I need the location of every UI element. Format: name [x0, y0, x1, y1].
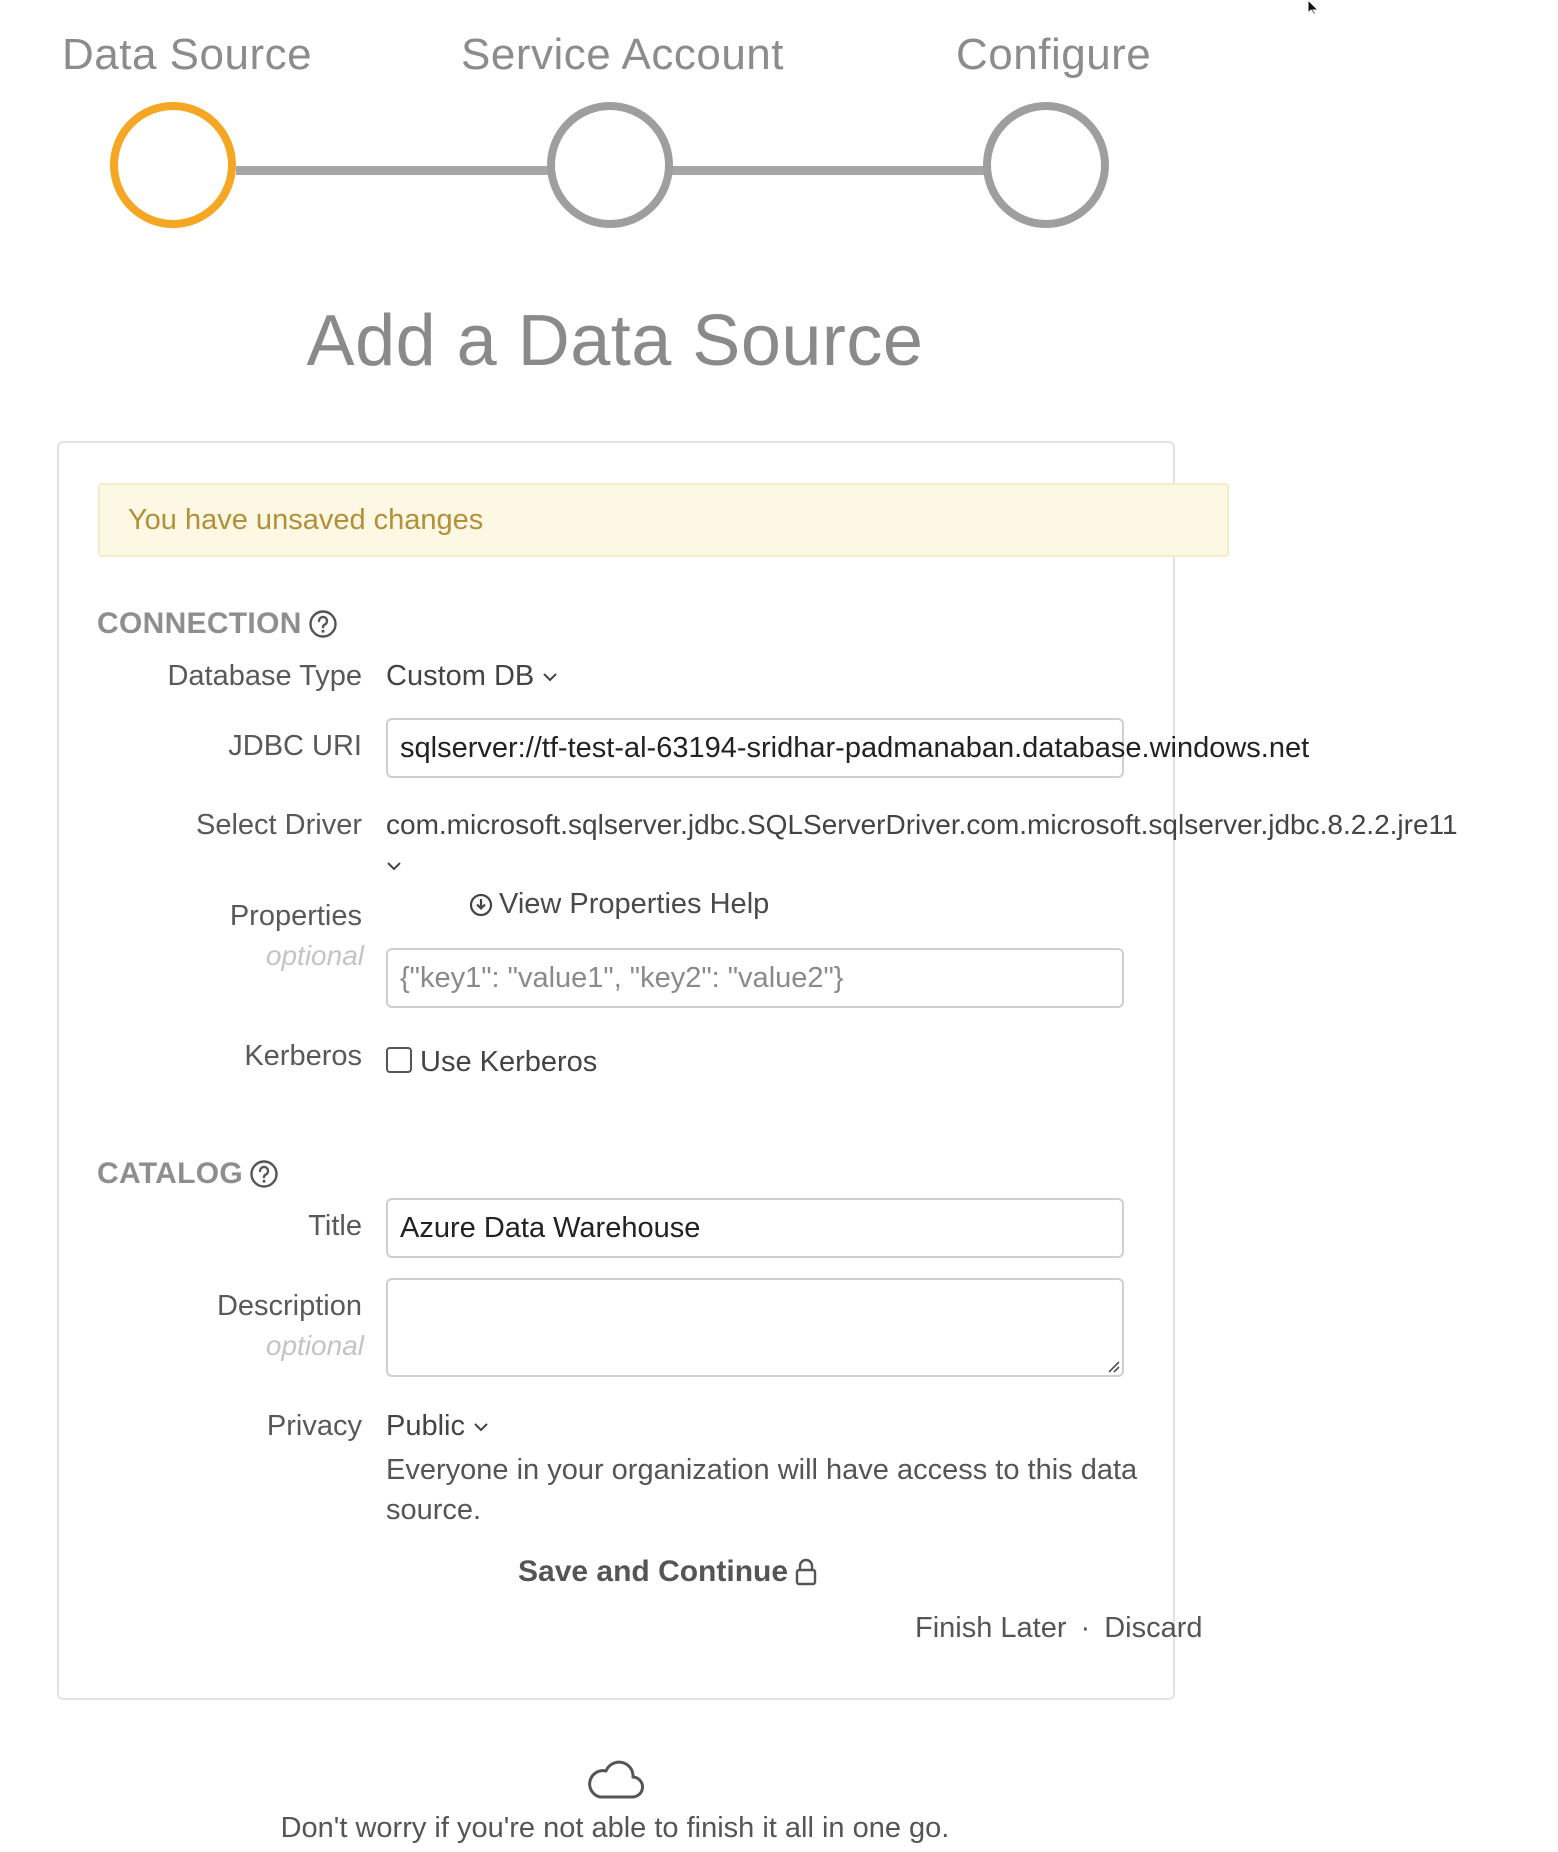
download-circle-icon	[469, 893, 493, 917]
cloud-icon	[586, 1757, 644, 1801]
use-kerberos-label[interactable]: Use Kerberos	[420, 1046, 598, 1078]
unsaved-changes-alert: You have unsaved changes	[98, 483, 1229, 557]
properties-label: Properties	[229, 900, 362, 932]
save-and-continue-label: Save and Continue	[518, 1555, 789, 1588]
catalog-heading-text: CATALOG	[97, 1157, 243, 1190]
step-circle-configure	[983, 102, 1109, 228]
select-driver-chevron-down-icon[interactable]	[386, 861, 402, 871]
step-connector-1	[236, 166, 552, 175]
jdbc-uri-label: JDBC URI	[228, 730, 362, 762]
view-properties-help-link[interactable]	[469, 888, 769, 921]
connection-heading	[97, 607, 338, 641]
database-type-dropdown[interactable]	[386, 660, 558, 693]
finish-later-link[interactable]: Finish Later	[915, 1612, 1067, 1644]
select-driver-value[interactable]: com.microsoft.sqlserver.jdbc.SQLServerDriver.com.microsoft.sqlserver.jdbc.8.2.2.jre11	[386, 809, 1458, 840]
catalog-heading	[97, 1157, 279, 1191]
view-properties-help-text: View Properties Help	[499, 888, 770, 920]
properties-input[interactable]: {"key1": "value1", "key2": "value2"}	[386, 948, 1124, 1008]
privacy-label: Privacy	[266, 1410, 362, 1442]
lock-icon	[794, 1557, 818, 1587]
progress-stepper	[0, 0, 1200, 260]
step-circle-data-source	[110, 102, 236, 228]
database-type-label: Database Type	[167, 660, 362, 692]
catalog-help-icon[interactable]	[249, 1159, 279, 1189]
save-and-continue-button[interactable]	[518, 1555, 818, 1589]
properties-optional-hint: optional	[265, 940, 364, 971]
description-textarea[interactable]	[386, 1278, 1124, 1377]
connection-heading-text: CONNECTION	[97, 607, 302, 640]
step-connector-2	[672, 166, 988, 175]
step-label-service-account: Service Account	[461, 30, 784, 79]
privacy-value: Public	[386, 1410, 465, 1442]
chevron-down-icon	[542, 672, 558, 682]
connection-help-icon[interactable]	[308, 609, 338, 639]
step-circle-service-account	[547, 102, 673, 228]
description-label: Description	[216, 1290, 362, 1322]
chevron-down-icon	[473, 1422, 489, 1432]
privacy-dropdown[interactable]	[386, 1410, 489, 1443]
page-title: Add a Data Source	[306, 301, 924, 381]
title-input[interactable]: Azure Data Warehouse	[386, 1198, 1124, 1258]
mouse-cursor-icon	[1306, 0, 1330, 14]
privacy-note: Everyone in your organization will have access to this data source.	[386, 1454, 1138, 1526]
step-label-data-source: Data Source	[62, 30, 313, 79]
footer-note: Don't worry if you're not able to finish it all in one go.	[280, 1812, 950, 1844]
jdbc-uri-input[interactable]: sqlserver://tf-test-al-63194-sridhar-padmanaban.database.windows.net	[386, 718, 1124, 778]
separator-dot: ·	[1080, 1612, 1091, 1644]
title-label: Title	[308, 1210, 362, 1242]
discard-link[interactable]: Discard	[1104, 1612, 1203, 1644]
step-label-configure: Configure	[956, 30, 1152, 79]
description-optional-hint: optional	[265, 1330, 364, 1361]
kerberos-label: Kerberos	[244, 1040, 362, 1072]
use-kerberos-checkbox[interactable]	[386, 1047, 412, 1073]
secondary-actions	[915, 1612, 1203, 1645]
select-driver-label: Select Driver	[196, 809, 362, 841]
resize-handle-icon[interactable]	[1106, 1359, 1120, 1373]
database-type-value: Custom DB	[386, 660, 535, 692]
